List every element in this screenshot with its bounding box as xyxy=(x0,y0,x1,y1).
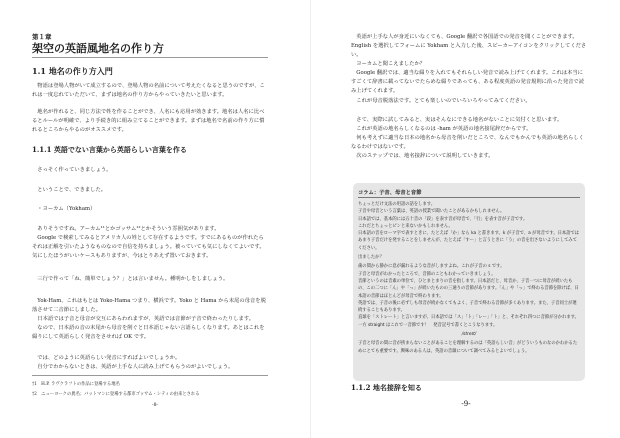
column-paragraph: 歯の間から静かに息が漏れるような音がしますよね。これが子音の s です。 子音と母音がわかったところで、音節のこともわかっていきましょう。 音節というのは音素の単位で、ひとまとまりの音を指します。日本語だと、母音か、子音一つに母音が続いたもの、この二つに「ん」や「っ」が続いたものの三通りの音節があります。「ん」や「っ」で終わる音節を除けば、日本語の音節はほとんどが母音で終わります。 英語では、子音の後に必ずしも母音が続かなくてもよく、子音で終わる音節が多くあります。また、子音同士が連続することもあります。 直球を「ストレート」と言いますが、日本語では「ス」「ト」「レー」「ト」と、それぞれ四つに音節が分かれます。一方 straight はこれで一音節です！ 発音記号で書くとこうなります。 xyxy=(358,264,579,328)
page-number: -8- xyxy=(152,403,158,408)
paragraph: では、どのように英語らしい発音にすればよいでしょうか。 xyxy=(37,355,181,361)
column-box xyxy=(353,183,585,381)
paragraph: Google 翻訳では、適当な綴りを入れてもそれらしい発音で読み上げてくれます。これは本当にすごくて辞書に載ってないでたらめな綴りであっても、ある程度英語の発音規則に沿った発音で読み上げてくれます。 xyxy=(351,70,585,95)
paragraph: なので、日本語の音の末尾から母音を削ぐと日本語じゃない言語らしくなります。あとはこれを綴りにして英語らしく発音をさせれば OK です。 xyxy=(32,325,265,341)
paragraph: さて、実際に試してみると、実はそんなにできる地名がないことに気付くと思います。 xyxy=(356,117,563,123)
column-title: コラム：子音、母音と音節 xyxy=(358,188,580,198)
paragraph: これが母音脱落法です。とても楽しいのでいろいろやってみてください。 xyxy=(356,98,531,104)
bullet-item: ・ヨーカム（Yokham） xyxy=(37,206,96,212)
paragraph: Google で検索してみるとアメリカ人の姓として存在するようです。すでにあるものが作れたらそれは正解を引いたようなものなので自信を持ちましょう。被っていても気にしなくてよいです。気にしたほうがいいケースもありますが、今はとりあえず置いておきます。 xyxy=(32,235,265,260)
right-page xyxy=(310,0,620,438)
paragraph: ありそうですね。アーカム¹¹とかゴッサム¹²とかそういう雰囲気があります。 xyxy=(37,226,220,232)
footnote: †2 ニューヨークの異名；バットマンに登場する都市ゴッサム・シティの由来とされる xyxy=(32,392,200,397)
page-number: -9- xyxy=(461,400,471,408)
paragraph: 物語は登場人物がいて成立するので、登場人物の名前について考えたくなると思うのですが、これは一度忘れていただいて、まずは地名の作り方からやっていきたいと思います。 xyxy=(32,83,265,99)
paragraph: 次のステップでは、地名接辞について説明していきます。 xyxy=(356,153,494,159)
chapter-title: 架空の英語風地名の作り方 xyxy=(32,40,268,58)
paragraph: 三行で作って「ね、簡単でしょう？」とは言いません。種明かしをしましょう。 xyxy=(37,276,229,282)
paragraph: 日本語では子音と母音が交互にあらわれますが、英語では音節が子音で終わったりします。 xyxy=(37,316,254,322)
footnote-rule xyxy=(32,375,268,376)
subsection-heading: 1.1.1 英語でない言葉から英語らしい言葉を作る xyxy=(32,145,187,154)
column-paragraph: 子音と母音の間に音が挟まらないことがあることを理解するのは「英語らしい音」がどういうものなのかわかるためにとても重要です。興味のある人は、英語の音韻について調べてみるとよいでしょう。 xyxy=(358,341,578,354)
footnote: †1 H.P. ラヴクラフトの作品に登場する地名 xyxy=(32,382,120,387)
paragraph: さっそく作っていきましょう。 xyxy=(37,167,112,173)
paragraph: これが英語の地名らしくなるのは -ham が英語の地名接尾辞だからです。 xyxy=(356,126,532,132)
subsection-heading: 1.1.2 地名接辞を知る xyxy=(351,383,422,392)
ipa-notation: /streɪt/ xyxy=(461,332,477,338)
paragraph: Yok-Ham、これはもとは Yoko-Hama つまり、横浜です。Yoko と Hama から末尾の母音を脱落させて二音節にしました。 xyxy=(32,298,266,314)
paragraph: ということで、できました。 xyxy=(37,187,107,193)
paragraph: 地名が作れると、同じ方法で姓を作ることができ、人名にも応用が効きます。地名は人名に比べるとルールが明確で、より手続き的に組み立てることができます。まずは地名で名前の作り方に慣れるところからやるのがオススメです。 xyxy=(32,109,265,134)
paragraph: 何も考えずに適当な日本の地名から母音を削いだところで、なんでもかんでも英語の地名らしくなるわけではないです。 xyxy=(351,135,584,151)
paragraph: 自分でわからないときは、英語が上手な人に読み上げてもらうのがよいでしょう。 xyxy=(37,364,234,370)
paragraph: ヨーカムと聞こえましたか？ xyxy=(356,61,426,67)
column-paragraph: ちょっとだけ文法の用語の話をします。 子音や母音という言葉は、英語の授業で聞いたことがあるかもしれません。 日本語では、基本的には五十音の「段」を表す音が母音で、「行」を表す音が子音です。 これだとちょっとピンと来ないかもしれません。 日本語の音をローマ字で表すときに、たとえば「か」なら ka と書きます。k が子音で、a が母音です。日本語ではあまり子音だけを発することをしませんが、たとえば「すー」と言うときに「う」の音を出さないようにしてみてください。 xyxy=(358,202,580,251)
section-heading: 1.1 地名の作り方入門 xyxy=(32,66,113,76)
paragraph: 英語が上手な人が身近にいなくても、Google 翻訳で各国語での発音を聞くことができます。English を選択してフォームに Yokham と入力した後、スピーカーアイコンをクリックしてください。 xyxy=(351,34,587,59)
chapter-label: 第１章 xyxy=(32,33,52,41)
column-paragraph: 出ましたか？ xyxy=(358,255,384,261)
